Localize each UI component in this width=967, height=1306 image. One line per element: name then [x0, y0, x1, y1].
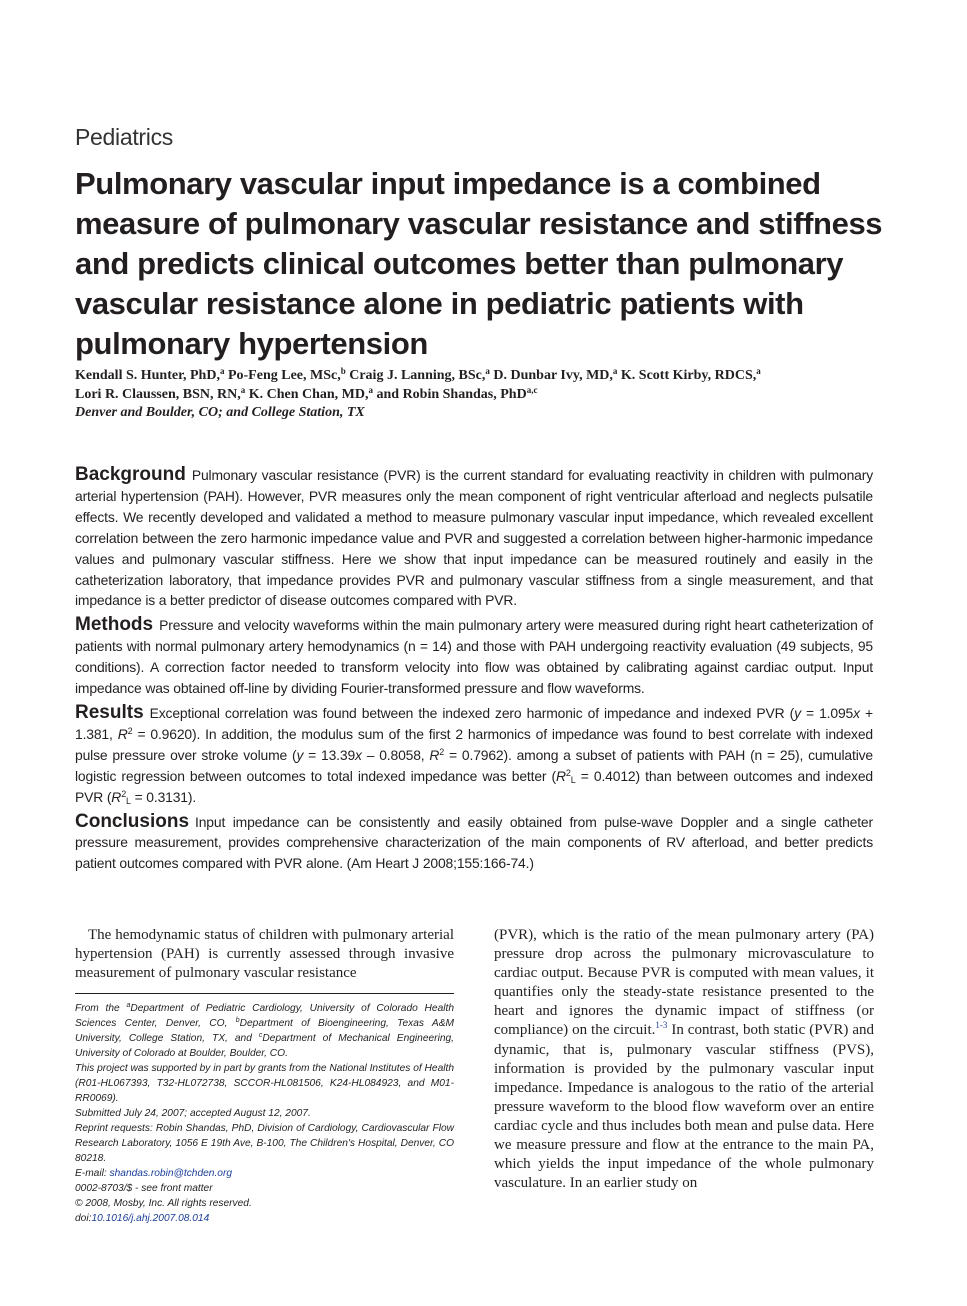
affiliation-mark: b	[340, 366, 346, 376]
math-var: y	[794, 704, 801, 721]
abstract-text: Input impedance can be consistently and easily obtained from pulse-wave Doppler and a single catheter pressure measurement, provides comprehensive characterization of the main components of RV afterload, and better predicts patient outcomes compared with PVR alone. (Am Heart J 2008;155:166-74.)	[75, 813, 873, 872]
issn-line: 0002-8703/$ - see front matter	[75, 1183, 213, 1194]
abstract-text: + 1.381,	[75, 704, 873, 742]
abstract-text: = 13.39	[303, 746, 356, 763]
affiliation-mark: a	[126, 1002, 131, 1009]
abstract	[75, 465, 873, 878]
affiliation-mark: b	[235, 1017, 240, 1024]
math-exponent: 2	[121, 788, 127, 799]
abstract-heading: Conclusions	[75, 810, 190, 832]
math-var: y	[296, 746, 304, 763]
abstract-heading: Background	[75, 464, 186, 485]
abstract-heading: Methods	[75, 614, 154, 636]
affiliation-mark: a	[219, 366, 225, 376]
author-name: Craig J. Lanning, BSc,	[345, 368, 486, 383]
reprint-requests: Reprint requests: Robin Shandas, PhD, Division of Cardiology, Cardiovascular Flow Research Laboratory, 1056 E 19th Ave, B-100, The Children's Hospital, Denver, CO 80218.	[75, 1123, 454, 1164]
abstract-text: = 0.7962). among a subset of patients with PAH (n = 25), cumulative logistic regression between outcomes to total indexed impedance was better (	[75, 746, 873, 784]
abstract-background	[75, 465, 873, 611]
author-list	[75, 366, 905, 404]
author-location: Denver and Boulder, CO; and College Station, TX	[75, 405, 365, 420]
footnote-text: Department of Pediatric Cardiology, University of Colorado Health Sciences Center, Denver, CO,	[75, 1003, 455, 1029]
math-var: R	[429, 746, 440, 763]
math-var: R	[117, 725, 128, 742]
article-title: Pulmonary vascular input impedance is a combined measure of pulmonary vascular resistance and stiffness and predicts clinical outcomes better than pulmonary vascular resistance alone in pediatric patients with pulmonary hypertension	[75, 166, 883, 361]
abstract-text: Pulmonary vascular resistance (PVR) is the current standard for evaluating reactivity in children with pulmonary arterial hypertension (PAH). However, PVR measures only the mean component of right ventricular afterload and neglects pulsatile effects. We recently developed and validated a method to measure pulmonary vascular input impedance, which revealed excellent correlation between the zero harmonic impedance value and PVR and suggested a correlation between higher-harmonic impedance values and pulmonary vascular stiffness. Here we show that input impedance can be measured routinely and easily in the catheterization laboratory, that impedance provides PVR and pulmonary vascular stiffness from a single measurement, and that impedance is a better predictor of disease outcomes compared with PVR.	[75, 467, 873, 609]
abstract-methods	[75, 615, 873, 699]
doi-link[interactable]: 10.1016/j.ahj.2007.08.014	[91, 1213, 210, 1224]
funding-footnote: This project was supported by in part by grants from the National Institutes of Health (R01-HL067393, T32-HL072738, SCCOR-HL081506, K24-HL084923, and M01-RR0069).	[75, 1063, 454, 1104]
math-subscript: L	[126, 795, 131, 806]
abstract-text: = 0.3131).	[130, 788, 197, 805]
author-name: K. Chen Chan, MD,	[245, 387, 369, 402]
abstract-text: Exceptional correlation was found between the indexed zero harmonic of impedance and indexed PVR (	[149, 704, 795, 721]
footnote-text: Department of Bioengineering, Texas A&M University, College Station, TX, and	[75, 1018, 454, 1044]
affiliation-mark: a	[368, 385, 373, 395]
doi-label: doi:	[75, 1213, 92, 1224]
author-name: and Robin Shandas, PhD	[373, 387, 527, 402]
abstract-text: Pressure and velocity waveforms within the main pulmonary artery were measured during right heart catheterization of patients with normal pulmonary artery hemodynamics (n = 14) and those with PAH undergoing reactivity evaluation (49 subjects, 95 conditions). A correction factor needed to transform velocity into flow was obtained by calibrating against cardiac output. Input impedance was obtained off-line by dividing Fourier-transformed pressure and flow waveforms.	[75, 617, 873, 697]
affiliations-footnote	[75, 1001, 454, 1061]
abstract-results	[75, 703, 873, 808]
copyright-line: © 2008, Mosby, Inc. All rights reserved.	[75, 1198, 252, 1209]
math-var: R	[111, 788, 122, 805]
author-name: Po-Feng Lee, MSc,	[224, 368, 341, 383]
doi-line	[75, 1211, 454, 1226]
math-var: R	[556, 767, 566, 784]
math-exponent: 2	[127, 725, 133, 736]
body-paragraph-left: The hemodynamic status of children with pulmonary arterial hypertension (PAH) is currently assessed through invasive measurement of pulmonary vascular resistance	[75, 927, 454, 981]
math-var: x	[355, 746, 362, 763]
affiliation-mark: a	[612, 366, 618, 376]
math-var: x	[853, 704, 860, 721]
footnote-divider	[75, 993, 454, 994]
affiliation-mark: a,c	[526, 385, 538, 395]
abstract-text: = 0.4012) than between outcomes and indexed PVR (	[75, 767, 873, 805]
author-name: K. Scott Kirby, RDCS,	[617, 368, 757, 383]
author-name: D. Dunbar Ivy, MD,	[489, 368, 613, 383]
section-label: Pediatrics	[75, 124, 173, 150]
abstract-text: – 0.8058,	[361, 746, 430, 763]
author-name: Lori R. Claussen, BSN, RN,	[75, 387, 241, 402]
affiliation-mark: a	[485, 366, 490, 376]
email-line	[75, 1166, 454, 1181]
affiliation-mark: c	[258, 1032, 263, 1039]
citation-link[interactable]: 1-3	[655, 1020, 668, 1031]
abstract-heading: Results	[75, 701, 144, 723]
body-paragraph-right	[494, 926, 874, 1193]
math-exponent: 2	[565, 767, 571, 778]
email-link[interactable]: shandas.robin@tchden.org	[109, 1168, 233, 1179]
abstract-text: = 0.9620). In addition, the modulus sum of the first 2 harmonics of impedance was found to best correlate with indexed pulse pressure over stroke volume (	[75, 725, 874, 763]
footnotes	[75, 1001, 454, 1226]
math-subscript: L	[570, 774, 576, 785]
footnote-text: From the	[75, 1003, 127, 1014]
affiliation-mark: a	[240, 385, 246, 395]
abstract-text: = 1.095	[800, 704, 854, 721]
email-label: E-mail:	[75, 1168, 110, 1179]
body-text: In contrast, both static (PVR) and dynamic, that is, pulmonary vascular stiffness (PVS), information is provided by the pulmonary vascular input impedance. Impedance is analogous to the ratio of the arterial pressure waveform to the blood flow waveform over an entire cardiac cycle and thus includes both mean and pulse data. Here we measure pressure and flow at the entrance to the main PA, which yields the input impedance of the whole pulmonary vasculature. In an earlier study on	[494, 1022, 874, 1192]
abstract-conclusions	[75, 812, 873, 875]
body-text: (PVR), which is the ratio of the mean pulmonary artery (PA) pressure drop across the pulmonary microvasculature to cardiac output. Because PVR is computed with mean values, it quantifies only the steady-state resistance presented to the heart and ignores the dynamic impact of stiffness (or compliance) on the circuit.	[494, 927, 874, 1039]
submission-dates: Submitted July 24, 2007; accepted August 12, 2007.	[75, 1108, 311, 1119]
footnote-text: Department of Mechanical Engineering, University of Colorado at Boulder, Boulder, CO.	[75, 1033, 454, 1059]
math-exponent: 2	[439, 746, 445, 757]
affiliation-mark: a	[756, 366, 761, 376]
author-name: Kendall S. Hunter, PhD,	[75, 368, 220, 383]
